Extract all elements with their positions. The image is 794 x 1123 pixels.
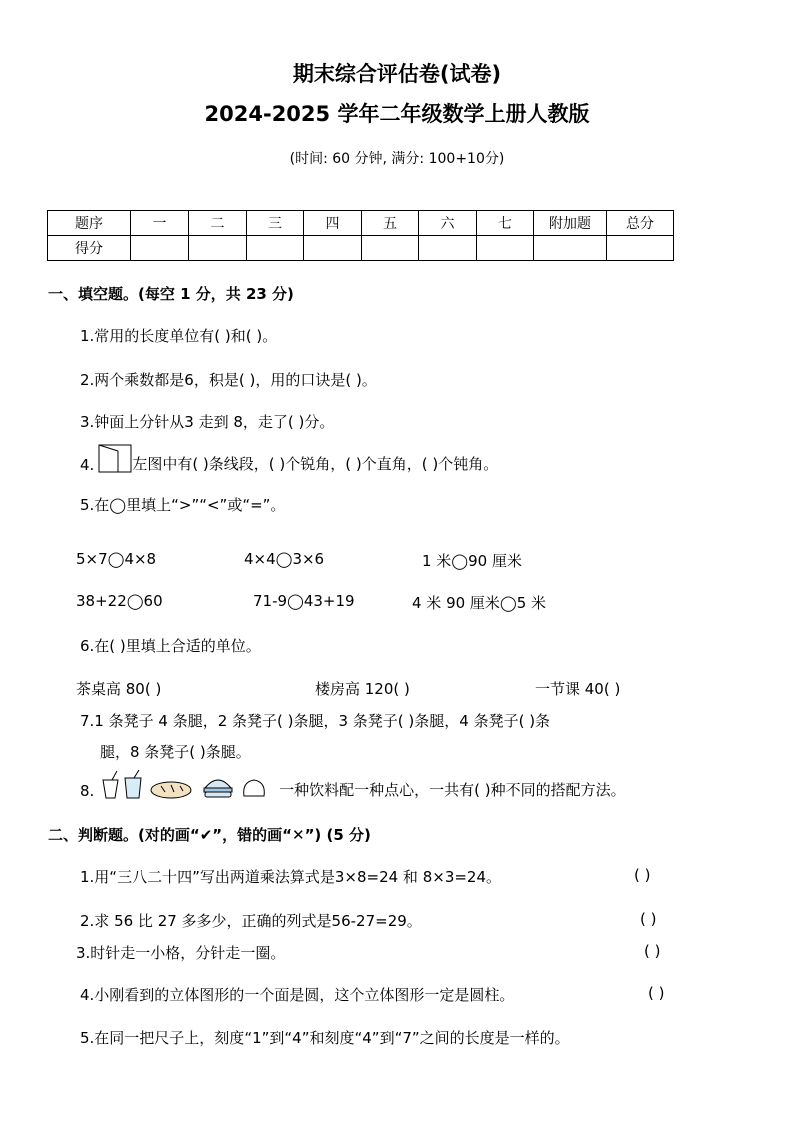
score-cell: 七: [477, 211, 534, 236]
compare-item: 5×7◯4×8: [76, 550, 157, 568]
section2-heading: 二、判断题。(对的画“✔”，错的画“✕”) (5 分): [48, 826, 371, 844]
score-blank[interactable]: [477, 236, 534, 261]
answer-paren[interactable]: ( ): [644, 942, 661, 960]
page-title: 期末综合评估卷(试卷): [292, 62, 502, 86]
score-table-header-row: [48, 211, 674, 236]
juice-glass-icon: [125, 770, 141, 798]
score-blank[interactable]: [304, 236, 362, 261]
burger-icon: [204, 780, 232, 797]
cup-icon: [103, 771, 118, 798]
unit-item: 一节课 40( ): [535, 680, 621, 698]
section1-heading: 一、填空题。(每空 1 分，共 23 分): [48, 285, 294, 303]
question-8-text: 一种饮料配一种点心，一共有( )种不同的搭配方法。: [279, 781, 626, 799]
score-table: [47, 210, 674, 261]
question-1: 1.常用的长度单位有( )和( )。: [80, 327, 278, 345]
judge-item: 5.在同一把尺子上，刻度“1”到“4”和刻度“4”到“7”之间的长度是一样的。: [80, 1029, 570, 1047]
score-cell: 六: [419, 211, 477, 236]
compare-item: 38+22◯60: [76, 592, 163, 610]
score-cell: 三: [247, 211, 304, 236]
score-cell: 五: [362, 211, 419, 236]
judge-item: 2.求 56 比 27 多多少，正确的列式是56-27=29。: [80, 912, 422, 930]
score-blank[interactable]: [419, 236, 477, 261]
score-cell: 总分: [607, 211, 674, 236]
bread-icon: [151, 782, 191, 798]
question-4: [80, 444, 498, 474]
question-number: 4.: [80, 456, 95, 474]
angle-figure-icon: [98, 444, 132, 474]
judge-item: 3.时针走一小格，分针走一圈。: [76, 944, 286, 962]
answer-paren[interactable]: ( ): [640, 910, 657, 928]
score-cell: 题序: [48, 211, 131, 236]
score-cell: 一: [131, 211, 189, 236]
judge-item: 4.小刚看到的立体图形的一个面是圆，这个立体图形一定是圆柱。: [80, 986, 515, 1004]
score-cell: 二: [189, 211, 247, 236]
exam-info: (时间: 60 分钟, 满分: 100+10分): [289, 151, 505, 167]
answer-paren[interactable]: ( ): [634, 866, 651, 884]
score-blank[interactable]: [247, 236, 304, 261]
compare-item: 71-9◯43+19: [253, 592, 355, 610]
drinks-and-snacks-icon: [99, 770, 279, 800]
unit-item: 楼房高 120( ): [315, 680, 410, 698]
score-blank[interactable]: [362, 236, 419, 261]
question-7-line2: 腿，8 条凳子( )条腿。: [100, 743, 251, 761]
unit-item: 茶桌高 80( ): [76, 680, 162, 698]
question-3: 3.钟面上分针从3 走到 8，走了( )分。: [80, 413, 335, 431]
score-blank[interactable]: [534, 236, 607, 261]
question-7-line1: 7.1 条凳子 4 条腿，2 条凳子( )条腿，3 条凳子( )条腿，4 条凳子( )条: [80, 712, 551, 730]
score-blank[interactable]: [131, 236, 189, 261]
question-5: 5.在◯里填上“>”“<”或“=”。: [80, 496, 286, 514]
compare-item: 4×4◯3×6: [244, 550, 325, 568]
judge-item: 1.用“三八二十四”写出两道乘法算式是3×8=24 和 8×3=24。: [80, 868, 502, 886]
question-4-text: 左图中有( )条线段，( )个锐角，( )个直角，( )个钝角。: [132, 455, 499, 473]
answer-paren[interactable]: ( ): [648, 984, 665, 1002]
score-cell: 得分: [48, 236, 131, 261]
compare-item: 1 米◯90 厘米: [422, 552, 522, 570]
question-2: 2.两个乘数都是6，积是( )，用的口诀是( )。: [80, 371, 377, 389]
score-table-score-row: [48, 236, 674, 261]
score-cell: 附加题: [534, 211, 607, 236]
dumpling-icon: [244, 780, 265, 796]
page-subtitle: 2024-2025 学年二年级数学上册人教版: [204, 102, 590, 126]
question-number: 8.: [80, 782, 95, 800]
question-8: [80, 770, 626, 800]
score-blank[interactable]: [607, 236, 674, 261]
score-blank[interactable]: [189, 236, 247, 261]
question-6: 6.在( )里填上合适的单位。: [80, 637, 261, 655]
compare-item: 4 米 90 厘米◯5 米: [412, 594, 547, 612]
score-cell: 四: [304, 211, 362, 236]
